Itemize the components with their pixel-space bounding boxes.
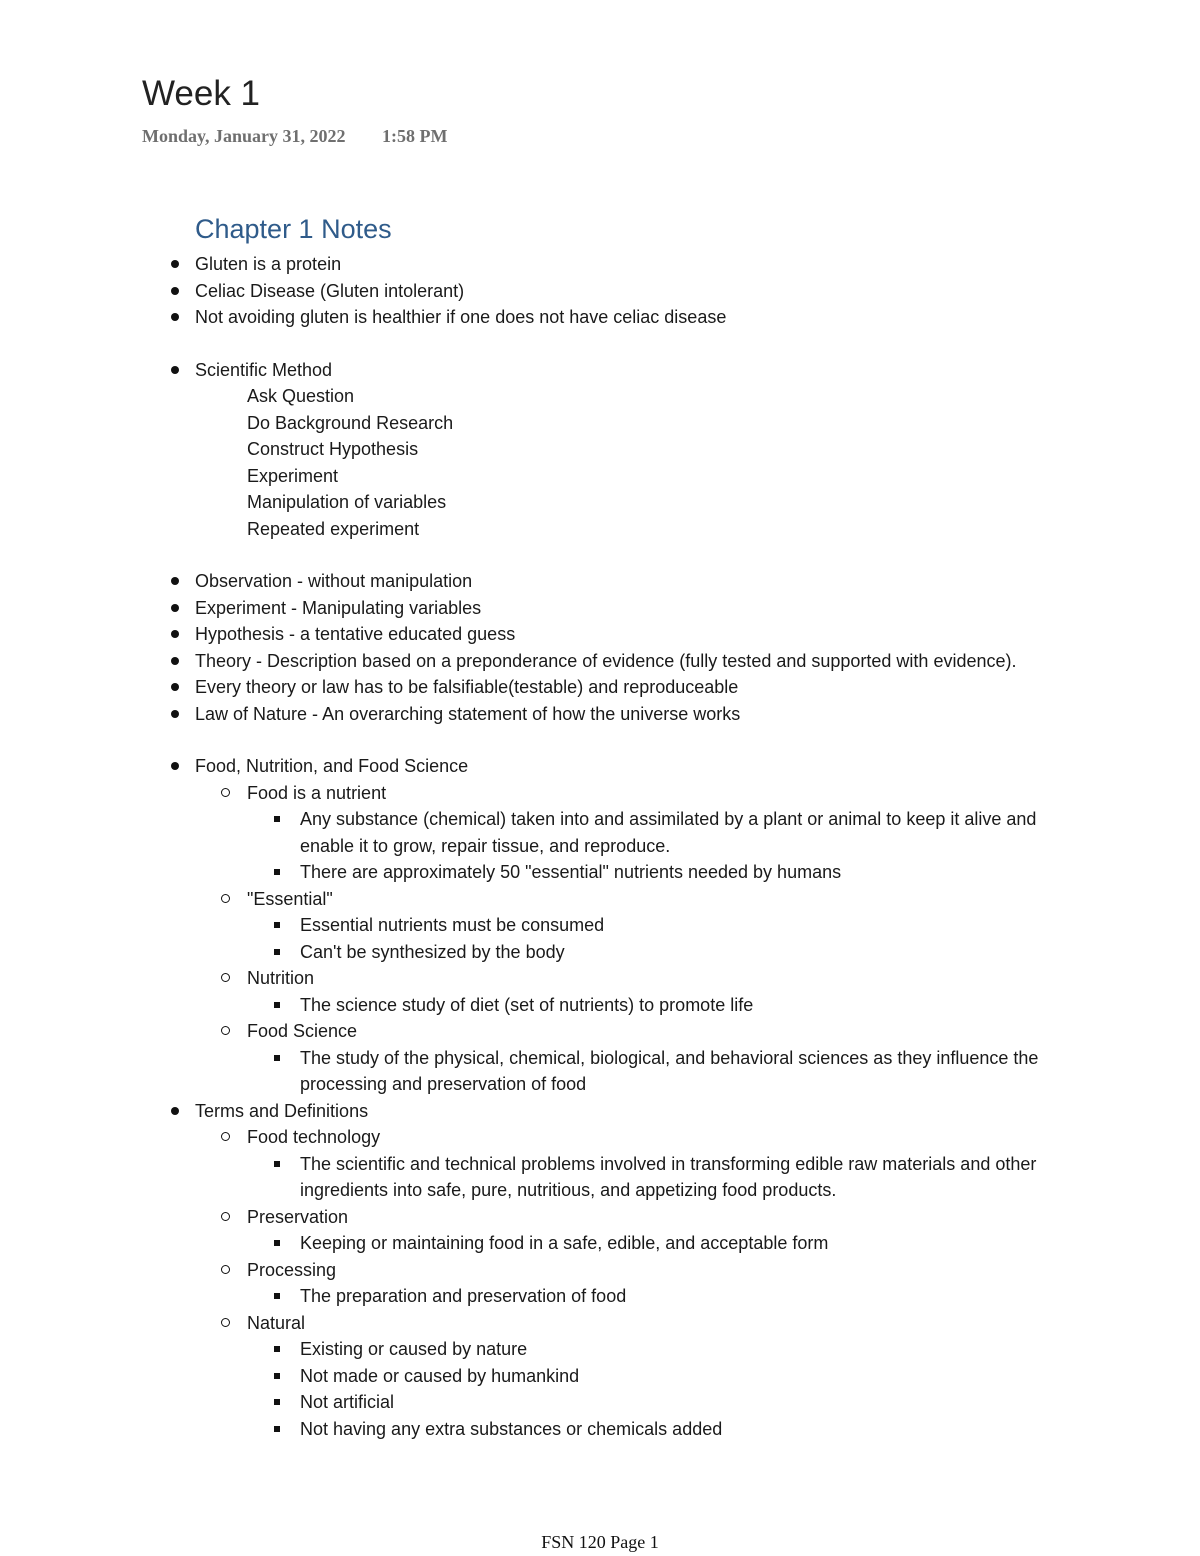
bullet-text: Observation - without manipulation xyxy=(195,571,473,591)
bullet-text: Nutrition xyxy=(247,968,315,988)
bullet-text: The study of the physical, chemical, biological, and behavioral sciences as they influence the processing and preservation of food xyxy=(300,1047,1039,1094)
bullet-item-level-3 xyxy=(195,1045,1055,1098)
bullet-item-level-1 xyxy=(195,304,1055,331)
bullet-text: Food Science xyxy=(247,1021,358,1041)
square-bullet-icon xyxy=(274,1426,280,1432)
bullet-item-level-2 xyxy=(195,1310,1055,1337)
filled-circle-bullet-icon xyxy=(171,366,179,374)
bullet-text: Essential nutrients must be consumed xyxy=(300,915,605,935)
bullet-item-level-3 xyxy=(195,1389,1055,1416)
square-bullet-icon xyxy=(274,1161,280,1167)
bullet-item-level-3 xyxy=(195,992,1055,1019)
hollow-circle-bullet-icon xyxy=(221,1318,230,1327)
bullet-text: Hypothesis - a tentative educated guess xyxy=(195,624,516,644)
hollow-circle-bullet-icon xyxy=(221,1026,230,1035)
bullet-text: Construct Hypothesis xyxy=(247,439,419,459)
bullet-item-level-1 xyxy=(195,1098,1055,1125)
bullet-item-level-3 xyxy=(195,1336,1055,1363)
bullet-text: Not avoiding gluten is healthier if one does not have celiac disease xyxy=(195,307,727,327)
square-bullet-icon xyxy=(274,869,280,875)
bullet-item-level-2 xyxy=(195,1257,1055,1284)
bullet-item-level-2 xyxy=(195,965,1055,992)
filled-circle-bullet-icon xyxy=(171,577,179,585)
bullet-text: Not having any extra substances or chemicals added xyxy=(300,1418,723,1439)
hollow-circle-bullet-icon xyxy=(221,973,230,982)
page-footer: FSN 120 Page 1 xyxy=(541,1532,659,1552)
notes-list xyxy=(195,251,1055,1442)
bullet-item-level-1 xyxy=(195,595,1055,622)
bullet-item-level-2 xyxy=(195,1018,1055,1045)
bullet-item-level-2 xyxy=(195,1124,1055,1151)
bullet-text: Can't be synthesized by the body xyxy=(300,941,565,962)
indented-line xyxy=(195,516,1055,543)
bullet-item-level-3 xyxy=(195,1363,1055,1390)
filled-circle-bullet-icon xyxy=(171,630,179,638)
bullet-text: Every theory or law has to be falsifiable(testable) and reproduceable xyxy=(195,677,739,697)
bullet-text: Theory - Description based on a preponderance of evidence (fully tested and supported with evidence). xyxy=(195,650,1017,671)
bullet-text: Natural xyxy=(247,1312,306,1333)
bullet-item-level-1 xyxy=(195,278,1055,305)
blank-line xyxy=(195,727,1055,753)
bullet-item-level-3 xyxy=(195,1230,1055,1257)
page-date: Monday, January 31, 2022 xyxy=(142,126,346,146)
square-bullet-icon xyxy=(274,1399,280,1405)
bullet-item-level-1 xyxy=(195,568,1055,595)
bullet-item-level-1 xyxy=(195,251,1055,278)
square-bullet-icon xyxy=(274,1055,280,1061)
bullet-text: Scientific Method xyxy=(195,359,333,380)
filled-circle-bullet-icon xyxy=(171,683,179,691)
filled-circle-bullet-icon xyxy=(171,260,179,268)
filled-circle-bullet-icon xyxy=(171,287,179,295)
filled-circle-bullet-icon xyxy=(171,604,179,612)
square-bullet-icon xyxy=(274,1346,280,1352)
filled-circle-bullet-icon xyxy=(171,1107,179,1115)
bullet-item-level-2 xyxy=(195,1204,1055,1231)
bullet-text: "Essential" xyxy=(247,888,333,909)
bullet-item-level-3 xyxy=(195,806,1055,859)
square-bullet-icon xyxy=(274,816,280,822)
bullet-text: Law of Nature - An overarching statement of how the universe works xyxy=(195,703,741,724)
bullet-text: The preparation and preservation of food xyxy=(300,1286,627,1306)
bullet-item-level-3 xyxy=(195,859,1055,886)
bullet-text: Experiment xyxy=(247,465,339,486)
bullet-item-level-1 xyxy=(195,701,1055,728)
bullet-item-level-1 xyxy=(195,648,1055,675)
bullet-text: Do Background Research xyxy=(247,412,454,433)
indented-line xyxy=(195,489,1055,516)
page-title: Week 1 xyxy=(142,74,261,113)
bullet-item-level-3 xyxy=(195,939,1055,966)
section-heading: Chapter 1 Notes xyxy=(195,214,392,244)
bullet-text: Food technology xyxy=(247,1127,381,1147)
indented-line xyxy=(195,410,1055,437)
bullet-item-level-1 xyxy=(195,674,1055,701)
bullet-item-level-2 xyxy=(195,780,1055,807)
bullet-item-level-3 xyxy=(195,912,1055,939)
bullet-text: Terms and Definitions xyxy=(195,1100,369,1121)
bullet-text: Preservation xyxy=(247,1206,349,1227)
indented-line xyxy=(195,436,1055,463)
bullet-text: Processing xyxy=(247,1259,337,1280)
bullet-item-level-3 xyxy=(195,1151,1055,1204)
bullet-text: Not made or caused by humankind xyxy=(300,1365,580,1386)
bullet-text: Keeping or maintaining food in a safe, edible, and acceptable form xyxy=(300,1233,829,1253)
bullet-text: Repeated experiment xyxy=(247,518,420,539)
bullet-text: The scientific and technical problems involved in transforming edible raw materials and other ingredients into safe, pure, nutritious, and appetizing food products. xyxy=(300,1153,1037,1200)
bullet-text: Not artificial xyxy=(300,1392,395,1412)
bullet-text: Existing or caused by nature xyxy=(300,1339,528,1359)
bullet-item-level-3 xyxy=(195,1416,1055,1443)
square-bullet-icon xyxy=(274,1373,280,1379)
filled-circle-bullet-icon xyxy=(171,710,179,718)
page-time: 1:58 PM xyxy=(382,126,448,146)
hollow-circle-bullet-icon xyxy=(221,1265,230,1274)
bullet-text: Manipulation of variables xyxy=(247,492,447,512)
bullet-text: Celiac Disease (Gluten intolerant) xyxy=(195,280,465,301)
square-bullet-icon xyxy=(274,1293,280,1299)
bullet-text: Ask Question xyxy=(247,386,355,406)
filled-circle-bullet-icon xyxy=(171,313,179,321)
bullet-text: Experiment - Manipulating variables xyxy=(195,597,482,618)
blank-line xyxy=(195,331,1055,357)
page-meta xyxy=(142,126,448,147)
bullet-text: The science study of diet (set of nutrients) to promote life xyxy=(300,994,754,1015)
hollow-circle-bullet-icon xyxy=(221,788,230,797)
hollow-circle-bullet-icon xyxy=(221,1132,230,1141)
square-bullet-icon xyxy=(274,1240,280,1246)
filled-circle-bullet-icon xyxy=(171,762,179,770)
bullet-text: Gluten is a protein xyxy=(195,254,342,274)
notes-content xyxy=(195,214,1055,1442)
bullet-text: There are approximately 50 "essential" nutrients needed by humans xyxy=(300,862,842,882)
bullet-text: Food is a nutrient xyxy=(247,782,387,803)
square-bullet-icon xyxy=(274,922,280,928)
bullet-item-level-1 xyxy=(195,753,1055,780)
bullet-item-level-2 xyxy=(195,886,1055,913)
hollow-circle-bullet-icon xyxy=(221,894,230,903)
filled-circle-bullet-icon xyxy=(171,657,179,665)
bullet-text: Food, Nutrition, and Food Science xyxy=(195,756,469,776)
bullet-item-level-3 xyxy=(195,1283,1055,1310)
blank-line xyxy=(195,542,1055,568)
indented-line xyxy=(195,463,1055,490)
bullet-item-level-1 xyxy=(195,357,1055,384)
square-bullet-icon xyxy=(274,949,280,955)
hollow-circle-bullet-icon xyxy=(221,1212,230,1221)
bullet-item-level-1 xyxy=(195,621,1055,648)
indented-line xyxy=(195,383,1055,410)
bullet-text: Any substance (chemical) taken into and assimilated by a plant or animal to keep it alive and enable it to grow, repair tissue, and reproduce. xyxy=(300,809,1037,856)
square-bullet-icon xyxy=(274,1002,280,1008)
